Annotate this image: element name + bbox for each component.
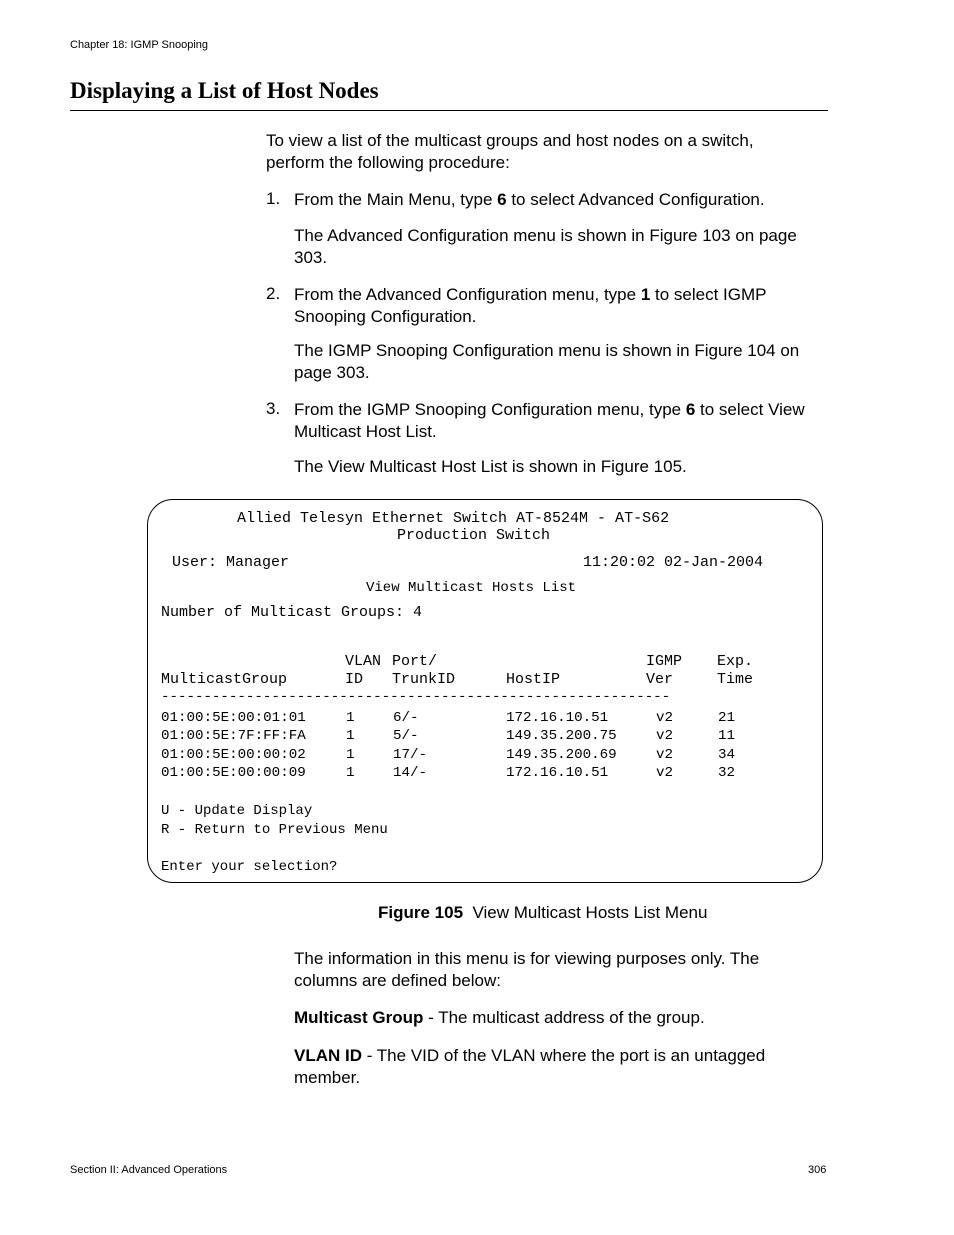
cell-ip: 172.16.10.51 [506,765,609,781]
cell-group: 01:00:5E:00:00:02 [161,747,306,763]
col-header-trunk: TrunkID [392,671,456,688]
cell-group: 01:00:5E:7F:FF:FA [161,728,306,744]
col-header-time: Time [717,671,754,688]
definition-term: Multicast Group [294,1008,424,1027]
col-header-ver: Ver [646,671,674,688]
cell-vlan: 1 [346,765,355,781]
intro-paragraph: To view a list of the multicast groups and host nodes on a switch, perform the following procedure: [266,131,754,172]
screen-menu-title: View Multicast Hosts List [366,580,577,596]
screen-user: User: Manager [172,554,290,571]
figure-label: Figure 105 [378,903,464,922]
step-note: The Advanced Configuration menu is shown in Figure 103 on page 303. [294,226,797,267]
step-note: The View Multicast Host List is shown in Figure 105. [294,457,687,476]
definition-multicast-group: Multicast Group - The multicast address of the group. [294,1008,705,1027]
col-header-vlan: VLAN [345,653,382,670]
selection-prompt[interactable]: Enter your selection? [161,859,338,875]
screen-switch-name: Production Switch [397,527,551,544]
cell-time: 32 [718,765,736,781]
step-text: From the IGMP Snooping Configuration menu, type 6 to select View Multicast Host List. [294,400,805,441]
cell-port: 14/- [393,765,428,781]
col-header-igmp: IGMP [646,653,683,670]
table-divider: ------------------------------------------------------------ [161,689,671,705]
option-return[interactable]: R - Return to Previous Menu [161,822,388,838]
col-header-hostip: HostIP [506,671,561,688]
figure-caption [378,903,707,923]
step-number: 3. [266,399,281,418]
col-header-exp: Exp. [717,653,754,670]
cell-vlan: 1 [346,728,355,744]
cell-group: 01:00:5E:00:01:01 [161,710,306,726]
col-header-group: MulticastGroup [161,671,288,688]
after-paragraph: The information in this menu is for viewing purposes only. The columns are defined below: [294,949,760,990]
screen-groups-count: Number of Multicast Groups: 4 [161,604,423,621]
option-update[interactable]: U - Update Display [161,803,313,819]
cell-time: 34 [718,747,736,763]
col-header-port: Port/ [392,653,438,670]
cell-ver: v2 [656,765,674,781]
step-key: 6 [685,400,696,419]
step-number: 2. [266,284,281,303]
footer-section: Section II: Advanced Operations [70,1164,228,1176]
step-key: 6 [497,190,507,209]
cell-port: 5/- [393,728,419,744]
figure-title: View Multicast Hosts List Menu [472,903,708,922]
step-key: 1 [640,285,651,304]
cell-vlan: 1 [346,710,355,726]
screen-title-line: Allied Telesyn Ethernet Switch AT-8524M - AT-S62 [237,510,670,527]
step-text: From the Advanced Configuration menu, type 1 to select IGMP Snooping Configuration. [294,285,767,326]
chapter-header: Chapter 18: IGMP Snooping [70,39,208,51]
screen-datetime: 11:20:02 02-Jan-2004 [583,554,764,571]
page-title: Displaying a List of Host Nodes [70,78,379,103]
step-text: From the Main Menu, type 6 to select Advanced Configuration. [294,190,765,209]
cell-ip: 172.16.10.51 [506,710,609,726]
page-number: 306 [808,1164,827,1176]
cell-ip: 149.35.200.75 [506,728,617,744]
col-header-id: ID [345,671,364,688]
cell-time: 21 [718,710,736,726]
cell-port: 6/- [393,710,419,726]
title-rule [70,110,828,111]
definition-vlan-id: VLAN ID - The VID of the VLAN where the port is an untagged member. [294,1046,766,1087]
cell-ver: v2 [656,728,674,744]
cell-group: 01:00:5E:00:00:09 [161,765,306,781]
step-note: The IGMP Snooping Configuration menu is shown in Figure 104 on page 303. [294,341,800,382]
cell-time: 11 [718,728,736,744]
cell-vlan: 1 [346,747,355,763]
step-number: 1. [266,189,281,208]
cell-ver: v2 [656,710,674,726]
cell-ver: v2 [656,747,674,763]
definition-term: VLAN ID [294,1046,362,1065]
cell-ip: 149.35.200.69 [506,747,617,763]
cell-port: 17/- [393,747,428,763]
